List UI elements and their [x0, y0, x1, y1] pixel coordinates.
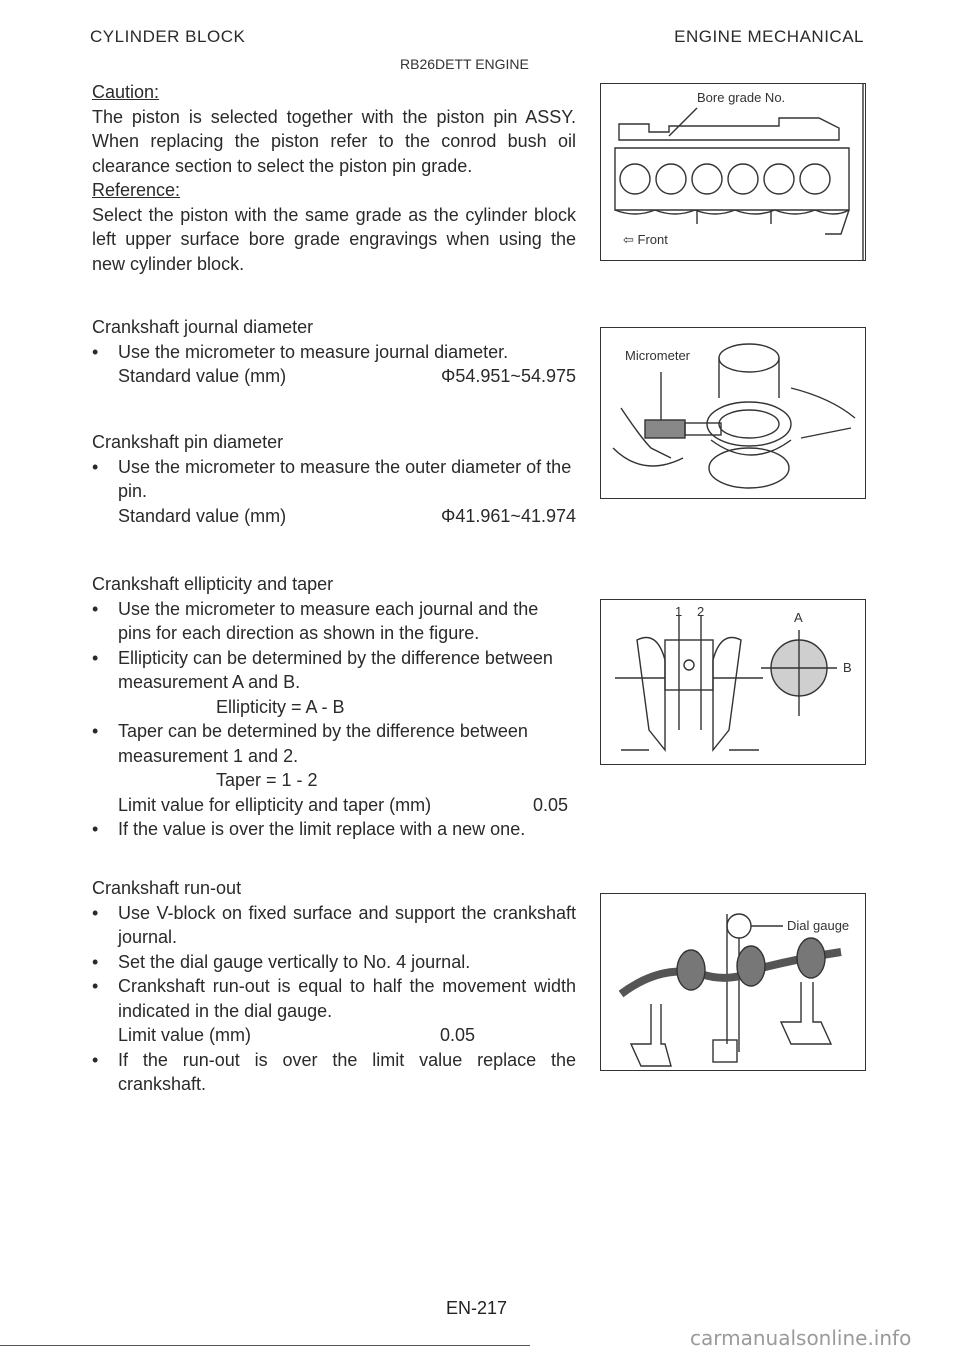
reference-text: Select the piston with the same grade as the cylinder block left upper surface bore grade engravings when using the new cylinder block.	[92, 204, 576, 274]
bullet-icon: •	[92, 819, 99, 839]
ellipticity-formula: Ellipticity = A - B	[216, 696, 345, 717]
front-label: ⇦ Front	[623, 232, 668, 247]
crank-pin-drawing	[601, 600, 865, 764]
journal-section	[92, 315, 576, 389]
measure-1-label: 1	[675, 604, 683, 619]
runout-b3: Crankshaft run-out is equal to half the movement width indicated in the dial gauge.	[118, 976, 576, 1021]
measure-2-label: 2	[697, 604, 705, 619]
journal-std-value: Φ54.951~54.975	[441, 366, 576, 386]
caution-text: The piston is selected together with the piston pin ASSY. When replacing the piston refer to the conrod bush oil clearance section to select the piston pin grade.	[92, 106, 576, 176]
bullet-icon: •	[92, 902, 99, 923]
runout-title: Crankshaft run-out	[92, 878, 242, 898]
page-number: EN-217	[446, 1298, 508, 1318]
journal-instruction: Use the micrometer to measure journal diameter.	[118, 341, 509, 362]
measure-b-label: B	[843, 660, 852, 675]
caution-heading: Caution:	[92, 82, 160, 102]
measure-a-label: A	[794, 610, 803, 625]
dial-gauge-figure	[600, 893, 866, 1071]
bullet-icon: •	[92, 341, 99, 362]
pin-section	[92, 430, 576, 528]
pin-std-label: Standard value (mm)	[118, 505, 287, 526]
micrometer-figure	[600, 327, 866, 499]
runout-section	[92, 876, 576, 1097]
pin-title: Crankshaft pin diameter	[92, 432, 284, 452]
watermark: carmanualsonline.info	[690, 1326, 912, 1350]
ellipticity-section	[92, 572, 576, 842]
bullet-icon: •	[92, 598, 99, 619]
ellipticity-limit-label: Limit value for ellipticity and taper (mm)	[118, 794, 432, 815]
runout-b4: If the run-out is over the limit value replace the crankshaft.	[118, 1049, 576, 1094]
pin-std-value: Φ41.961~41.974	[441, 505, 576, 526]
ellipticity-b4: If the value is over the limit replace with a new one.	[118, 819, 526, 839]
journal-std-label: Standard value (mm)	[118, 366, 287, 386]
footer-rule	[0, 1345, 530, 1346]
dial-gauge-label: Dial gauge	[787, 918, 850, 933]
bore-grade-figure	[600, 83, 866, 261]
ellipticity-b1: Use the micrometer to measure each journal and the pins for each direction as shown in the figure.	[118, 598, 539, 643]
bullet-icon: •	[92, 647, 99, 668]
engine-label: RB26DETT ENGINE	[400, 56, 529, 72]
journal-title: Crankshaft journal diameter	[92, 317, 314, 337]
bullet-icon: •	[92, 1049, 99, 1070]
chapter-title: ENGINE MECHANICAL	[674, 27, 864, 46]
ellipticity-title: Crankshaft ellipticity and taper	[92, 574, 334, 594]
runout-b2: Set the dial gauge vertically to No. 4 journal.	[118, 951, 471, 972]
ellipticity-b3: Taper can be determined by the difference between measurement 1 and 2.	[118, 721, 528, 766]
ellipticity-b2: Ellipticity can be determined by the difference between measurement A and B.	[118, 647, 553, 692]
runout-limit-label: Limit value (mm)	[118, 1025, 252, 1045]
bullet-icon: •	[92, 456, 99, 477]
runout-b1: Use V-block on fixed surface and support the crankshaft journal.	[118, 902, 576, 947]
runout-limit-value: 0.05	[440, 1025, 476, 1045]
micrometer-label: Micrometer	[625, 348, 691, 363]
bore-grade-label: Bore grade No.	[697, 90, 786, 105]
bullet-icon: •	[92, 721, 99, 741]
taper-formula: Taper = 1 - 2	[216, 770, 318, 790]
pin-instruction: Use the micrometer to measure the outer diameter of the pin.	[118, 456, 572, 501]
ellipticity-limit-value: 0.05	[532, 794, 568, 815]
ellipticity-figure	[600, 599, 866, 765]
reference-heading: Reference:	[92, 180, 181, 200]
caution-block	[92, 80, 576, 276]
bullet-icon: •	[92, 976, 99, 996]
section-title: CYLINDER BLOCK	[90, 27, 246, 46]
bullet-icon: •	[92, 951, 99, 972]
